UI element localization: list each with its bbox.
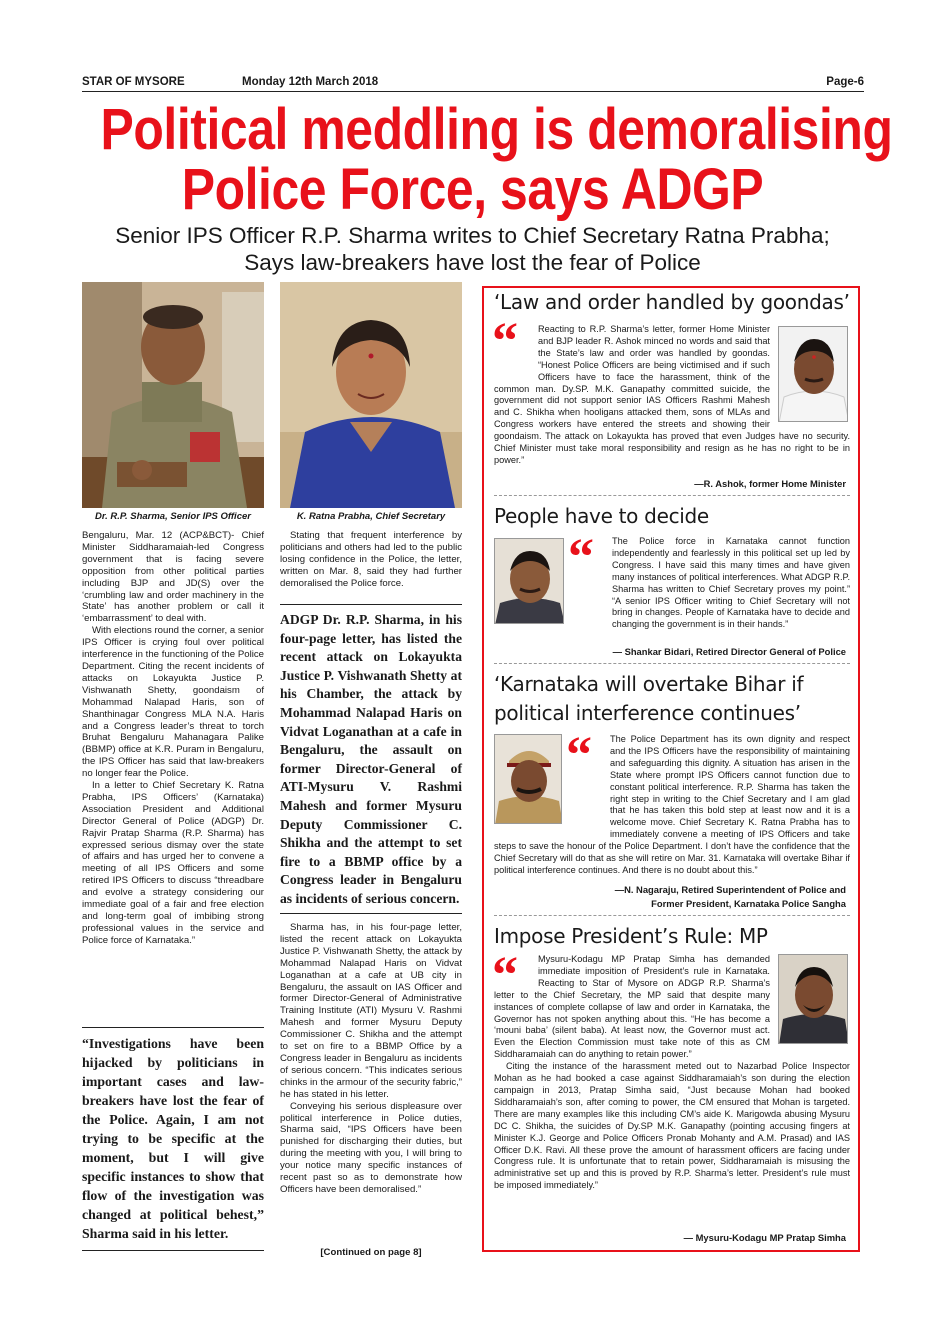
page-number: Page-6 bbox=[826, 76, 864, 88]
sidebar-quote: Mysuru-Kodagu MP Pratap Simha has demanded immediate imposition of President’s rule in Karnataka. Reacting to Star of Mysore on ADGP R.P. Sharma’s letter to the Chief Secretary, the MP said that despite many instances of complete collapse of law and order in Karnataka, the Governor has not spoken anything about this. “He has become a ‘mouni baba’ (silent baba). At least now, the Governor must act. Even the Election Commission must take note of this as CM Siddharamaiah can do anything to retain power.” bbox=[494, 954, 770, 1060]
sidebar-signature: — Mysuru-Kodagu MP Pratap Simha bbox=[683, 1232, 846, 1243]
sidebar-signature: Former President, Karnataka Police Sangha bbox=[651, 898, 846, 909]
article-paragraph: Sharma has, in his four-page letter, listed the recent attack on Lokayukta Justice P. Vishwanath Shetty, the attack by Mohammad Nalapad Haris on Vidvat Loganathan at a cafe at UB city in Bengaluru, the assault on IAS Officer and former Director-General of Administrative Training Institute (ATI) Mysuru V. Rashmi Mahesh and former Mysuru Deputy Commissioner C. Shikha and the attempt to set on fire to a BBMP Office by a Congress leader in Bengaluru as incidents of serious concern. “This indicates serious chinks in the armour of the security fabric,” he has stated in his letter. bbox=[280, 922, 462, 1100]
article-column-2-top bbox=[280, 530, 462, 590]
divider bbox=[280, 913, 462, 914]
divider bbox=[82, 1250, 264, 1251]
subheadline-line-1: Senior IPS Officer R.P. Sharma writes to Chief Secretary Ratna Prabha; bbox=[115, 223, 830, 248]
sidebar-heading: political interference continues’ bbox=[494, 701, 801, 725]
sidebar-heading: People have to decide bbox=[494, 504, 709, 528]
article-column-1 bbox=[82, 530, 264, 947]
article-column-2-bottom bbox=[280, 922, 462, 1196]
continued-note: [Continued on page 8] bbox=[320, 1247, 422, 1258]
reactions-sidebar bbox=[482, 286, 860, 1252]
masthead bbox=[82, 76, 864, 92]
pull-quote: “Investigations have been hijacked by politicians in important cases and law-breakers have lost the fear of the Police. Again, I am not trying to be specific at the moment, but I will give specific instances to show that flow of the investigation was changed at political behest,” Sharma said in his letter. bbox=[82, 1036, 264, 1241]
quote-icon: “ bbox=[568, 529, 594, 586]
caption-ratna-prabha: K. Ratna Prabha, Chief Secretary bbox=[296, 511, 446, 522]
sidebar-heading: ‘Law and order handled by goondas’ bbox=[494, 290, 850, 314]
sidebar-quote: Citing the instance of the harassment meted out to Nazarbad Police Inspector Mohan as he had booked a case against Siddharamaiah’s son during the election campaign in 2013, Pratap Simha said, “Just because Mohan had booked Siddharamaiah’s son, after coming to power, the CM ensured that Mohan is targeted. There are many examples like this including CM’s aide K. Marigowda abusing Mysuru DC C. Shikha, the suicides of Dy.SP M.K. Ganapathy (pointing accusing fingers at Minister K.J. George and Police Officers Pronab Mohanty and A.M. Prasad) and IAS Officer D.K. Ravi. All these prove the amount of harassment officers are facing under Congress rule. It is unfortunate that to retain power, Siddharamaiah is misusing the administrative set up and this is proved by R.P. Sharma’s letter. President’s rule must be imposed immediately.” bbox=[494, 1061, 850, 1191]
sidebar-text bbox=[494, 727, 850, 877]
article-paragraph: Stating that frequent interference by politicians and others had led to the public losing confidence in the Police, the letter, written on Mar. 8, said they had further demoralised the Police force. bbox=[280, 530, 462, 589]
sidebar-signature: —N. Nagaraju, Retired Superintendent of Police and bbox=[614, 884, 846, 895]
quote-icon: “ bbox=[492, 947, 518, 1004]
article-paragraph: With elections round the corner, a senior IPS Officer is crying foul over political interference in the functioning of the Police Department. Citing the recent incidents of attacks on Lokayukta Justice P. Vishwanath Shetty, goondaism of Mohammad Nalapad Haris, son of Shanthinagar Congress MLA N.A. Haris and a Congress leader’s threat to torch Bruhat Bengaluru Mahanagara Palike (BBMP) office at K.R. Puram in Bengaluru, the IPS Officer has said that law-breakers no longer fear the Police. bbox=[82, 625, 264, 780]
issue-date: Monday 12th March 2018 bbox=[242, 76, 379, 88]
sidebar-heading: Impose President’s Rule: MP bbox=[494, 924, 768, 948]
quote-icon: “ bbox=[492, 313, 518, 370]
divider bbox=[494, 495, 850, 496]
divider bbox=[494, 915, 850, 916]
sidebar-quote: The Police force in Karnataka cannot function independently and fearlessly in this political set up led by Congress. I have said this many times and have given many instances of political interferences. What ADGP R.P. Sharma has written to Chief Secretary proves my point.” “A senior IPS Officer writing to Chief Secretary will not bring in changes. People of Karnataka have to decide and changing the government is in their hands.” bbox=[612, 536, 850, 630]
article-paragraph: Conveying his serious displeasure over political interference in Police duties, Sharma said, “IPS Officers have been punished for discharging their duties, but during the meeting with you, I will bring to your notice many specific instances of recent past so as to demonstrate how Officers have been demoralised.” bbox=[280, 1100, 462, 1195]
sidebar-quote: Reacting to R.P. Sharma’s letter, former Home Minister and BJP leader R. Ashok minced no words and said that the State’s law and order was handled by goondas. “Honest Police Officers are being victimised and if such Officers have to face the harassment, think of the common man. Dy.SP. M.K. Ganapathy committed suicide, the government did not support senior IAS Officers Rashmi Mahesh and C. Shikha when hooligans attacked them, sons of MLAs and Congress workers have entered the streets and showing their goondaism. The attack on Lokayukta has proved that even Judges have no security. Chief Minister must take moral responsibility and resign as he has no right to be in power.” bbox=[494, 324, 850, 465]
divider bbox=[82, 1027, 264, 1028]
sidebar-signature: — Shankar Bidari, Retired Director General of Police bbox=[612, 646, 846, 657]
sidebar-text bbox=[492, 313, 850, 467]
newspaper-name: STAR OF MYSORE bbox=[82, 76, 185, 88]
subheadline-line-2: Says law-breakers have lost the fear of Police bbox=[244, 250, 701, 275]
headline-line-2: Police Force, says ADGP bbox=[181, 157, 764, 222]
sidebar-heading: ‘Karnataka will overtake Bihar if bbox=[494, 672, 804, 696]
sidebar-text bbox=[494, 529, 850, 632]
divider bbox=[280, 604, 462, 605]
sidebar-signature: —R. Ashok, former Home Minister bbox=[694, 478, 846, 489]
portrait-rp-sharma bbox=[82, 282, 264, 508]
article-paragraph: In a letter to Chief Secretary K. Ratna Prabha, IPS Officers’ (Karnataka) Association President and Additional Director General of Police (ADGP) Dr. Rajvir Pratap Sharma (R.P. Sharma) has expressed serious dismay over the state of affairs and has urged her to convene a meeting of all IPS Officers and some retired IPS Officers to discuss “threadbare and evolve a strategy considering our immediate goal of a fair and free election and long-term goal of imbibing strong professional values in the service and Police force of Karnataka.” bbox=[82, 780, 264, 946]
quote-icon: “ bbox=[566, 727, 592, 784]
caption-rp-sharma: Dr. R.P. Sharma, Senior IPS Officer bbox=[95, 511, 251, 522]
sidebar-text bbox=[492, 947, 850, 1192]
headline-line-1: Political meddling is demoralising bbox=[100, 97, 893, 162]
sidebar-quote: The Police Department has its own dignity and respect and the IPS Officers have the responsibility of maintaining and safeguarding this dignity. A situation has arisen in the State where prompt IPS Officers cannot function due to constant political interference. R.P. Sharma has taken the right step in writing to the Chief Secretary and I am glad that he has taken this bold step at least now and it is a welcome move. Chief Secretary K. Ratna Prabha has to immediately convene a meeting of IPS Officers and take steps to save the honour of the Police Department. I don’t have the confidence that the Chief Secretary will do that as she will retire on Mar. 31. Karnataka will overtake Bihar if political interference continues. And there is no doubt about this.” bbox=[494, 734, 850, 875]
photo-rp-sharma bbox=[82, 282, 264, 508]
lead-paragraph: ADGP Dr. R.P. Sharma, in his four-page letter, has listed the recent attack on Lokayukta Justice P. Vishwanath Shetty at his Chamber, the attack by Mohammad Nalapad Haris on Vidvat Loganathan at a cafe in Bengaluru, the assault on former Director-General of ATI-Mysuru V. Rashmi Mahesh and former Mysuru Deputy Commissioner C. Shikha and the attempt to set fire to a BBMP office by a Congress leader in Bengaluru as incidents of serious concern. bbox=[280, 612, 462, 906]
divider bbox=[494, 663, 850, 664]
portrait-ratna-prabha bbox=[280, 282, 462, 508]
article-paragraph: Bengaluru, Mar. 12 (ACP&BCT)- Chief Minister Siddharamaiah-led Congress government that is facing severe opposition from other political parties including BJP and JD(S) over the ‘crumbling law and order machinery in the State’ has another problem or call it ‘embarrassment’ to deal with. bbox=[82, 530, 264, 625]
photo-ratna-prabha bbox=[280, 282, 462, 508]
